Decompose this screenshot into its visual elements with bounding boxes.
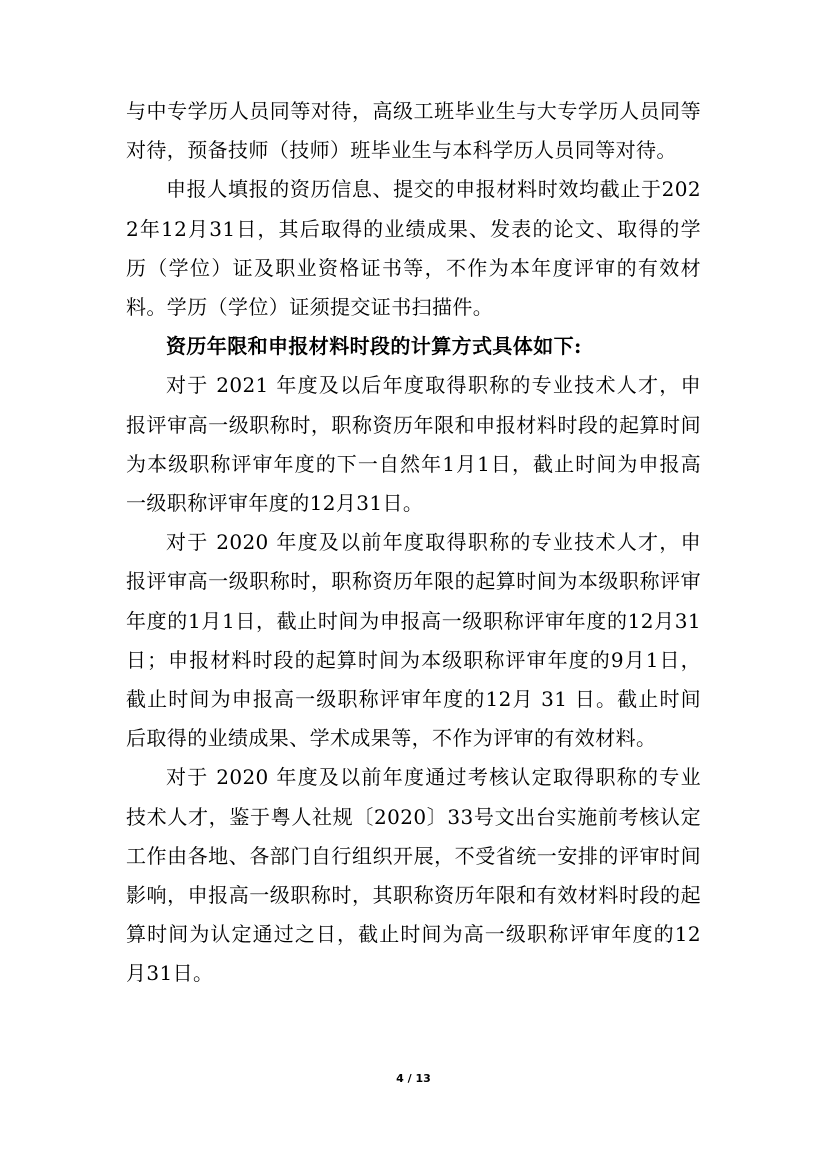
paragraph-2020-and-earlier: 对于 2020 年度及以前年度取得职称的专业技术人才，申报评审高一级职称时，职称资历年限的起算时间为本级职称评审年度的1月1日，截止时间为申报高一级职称评审年度的12月31日；申报材料时段的起算时间为本级职称评审年度的9月1日，截止时间为申报高一级职称评审年度的12月 31 日。截止时间后取得的业绩成果、学术成果等，不作为评审的有效材料。 — [126, 530, 701, 751]
page-number: 4 / 13 — [396, 1072, 431, 1085]
paragraph-deadline: 申报人填报的资历信息、提交的申报材料时效均截止于2022年12月31日，其后取得的业绩成果、发表的论文、取得的学历（学位）证及职业资格证书等，不作为本年度评审的有效材料。学历（学位）证须提交证书扫描件。 — [126, 177, 701, 320]
paragraph-assessment-certification: 对于 2020 年度及以前年度通过考核认定取得职称的专业技术人才，鉴于粤人社规〔2020〕33号文出台实施前考核认定工作由各地、各部门自行组织开展，不受省统一安排的评审时间影响，申报高一级职称时，其职称资历年限和有效材料时段的起算时间为认定通过之日，截止时间为高一级职称评审年度的12月31日。 — [126, 765, 701, 986]
paragraph-2021-and-later: 对于 2021 年度及以后年度取得职称的专业技术人才，申报评审高一级职称时，职称资历年限和申报材料时段的起算时间为本级职称评审年度的下一自然年1月1日，截止时间为申报高一级职称评审年度的12月31日。 — [126, 373, 701, 516]
paragraph-continuation: 与中专学历人员同等对待，高级工班毕业生与大专学历人员同等对待，预备技师（技师）班毕业生与本科学历人员同等对待。 — [126, 99, 701, 163]
document-body — [126, 92, 701, 994]
paragraph-heading-calculation: 资历年限和申报材料时段的计算方式具体如下: — [166, 334, 582, 359]
